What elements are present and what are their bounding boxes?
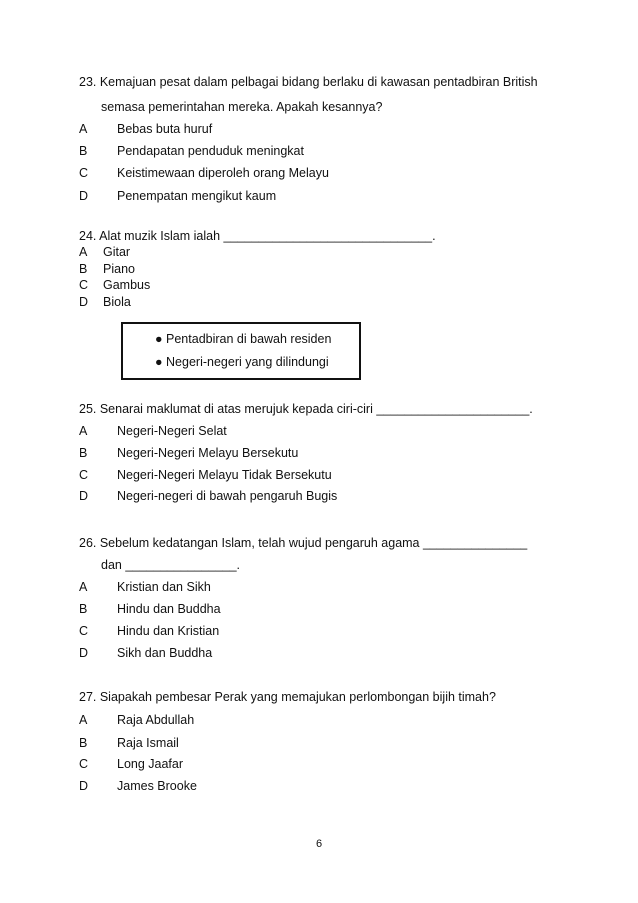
page-number: 6	[315, 838, 323, 850]
q23-option-letter: B	[79, 144, 88, 158]
q23-stem-line1: 23. Kemajuan pesat dalam pelbagai bidang berlaku di kawasan pentadbiran British	[79, 75, 538, 89]
q27-option-letter: B	[79, 736, 88, 750]
q23-stem-line2: semasa pemerintahan mereka. Apakah kesannya?	[101, 100, 383, 114]
q27-option-letter: C	[79, 757, 89, 771]
q27-option-letter: D	[79, 779, 89, 793]
q25-option-letter: C	[79, 468, 89, 482]
info-box-item: ● Negeri-negeri yang dilindungi	[155, 355, 329, 369]
q27-option-text: James Brooke	[117, 779, 197, 793]
q25-option-letter: A	[79, 424, 88, 438]
q25-option-letter: D	[79, 489, 89, 503]
q27-option-text: Long Jaafar	[117, 757, 184, 771]
q23-option-letter: D	[79, 189, 89, 203]
q26-option-text: Kristian dan Sikh	[117, 580, 211, 594]
q27-option-letter: A	[79, 713, 88, 727]
q24-option-text: Piano	[103, 262, 135, 276]
q27-option-text: Raja Ismail	[117, 736, 179, 750]
q24-option-letter: B	[79, 262, 88, 276]
q25-option-text: Negeri-negeri di bawah pengaruh Bugis	[117, 489, 338, 503]
q23-option-text: Bebas buta huruf	[117, 122, 213, 136]
q26-stem-line1: 26. Sebelum kedatangan Islam, telah wujud pengaruh agama _______________	[79, 536, 528, 550]
q25-option-text: Negeri-Negeri Selat	[117, 424, 227, 438]
q26-option-letter: C	[79, 624, 89, 638]
q27-option-text: Raja Abdullah	[117, 713, 195, 727]
q26-option-letter: A	[79, 580, 88, 594]
q23-option-text: Keistimewaan diperoleh orang Melayu	[117, 166, 329, 180]
q27-stem: 27. Siapakah pembesar Perak yang memajukan perlombongan bijih timah?	[79, 690, 496, 704]
q23-option-text: Penempatan mengikut kaum	[117, 189, 277, 203]
q23-option-letter: C	[79, 166, 89, 180]
q24-stem: 24. Alat muzik Islam ialah ______________________________.	[79, 229, 436, 243]
q23-option-text: Pendapatan penduduk meningkat	[117, 144, 304, 158]
q26-option-text: Hindu dan Buddha	[117, 602, 221, 616]
q26-option-letter: D	[79, 646, 89, 660]
q26-option-text: Hindu dan Kristian	[117, 624, 220, 638]
q23-option-letter: A	[79, 122, 88, 136]
q26-option-text: Sikh dan Buddha	[117, 646, 213, 660]
q24-option-text: Gitar	[103, 245, 131, 259]
q25-option-text: Negeri-Negeri Melayu Bersekutu	[117, 446, 299, 460]
q24-option-text: Biola	[103, 295, 131, 309]
q26-option-letter: B	[79, 602, 88, 616]
q24-option-letter: D	[79, 295, 89, 309]
info-box	[121, 322, 361, 380]
q24-option-letter: A	[79, 245, 88, 259]
q24-option-letter: C	[79, 278, 89, 292]
info-box-item: ● Pentadbiran di bawah residen	[155, 332, 332, 346]
q26-stem-line2: dan ________________.	[101, 558, 241, 572]
q24-option-text: Gambus	[103, 278, 151, 292]
q25-option-letter: B	[79, 446, 88, 460]
q25-option-text: Negeri-Negeri Melayu Tidak Bersekutu	[117, 468, 332, 482]
q25-stem: 25. Senarai maklumat di atas merujuk kepada ciri-ciri ______________________.	[79, 402, 533, 416]
